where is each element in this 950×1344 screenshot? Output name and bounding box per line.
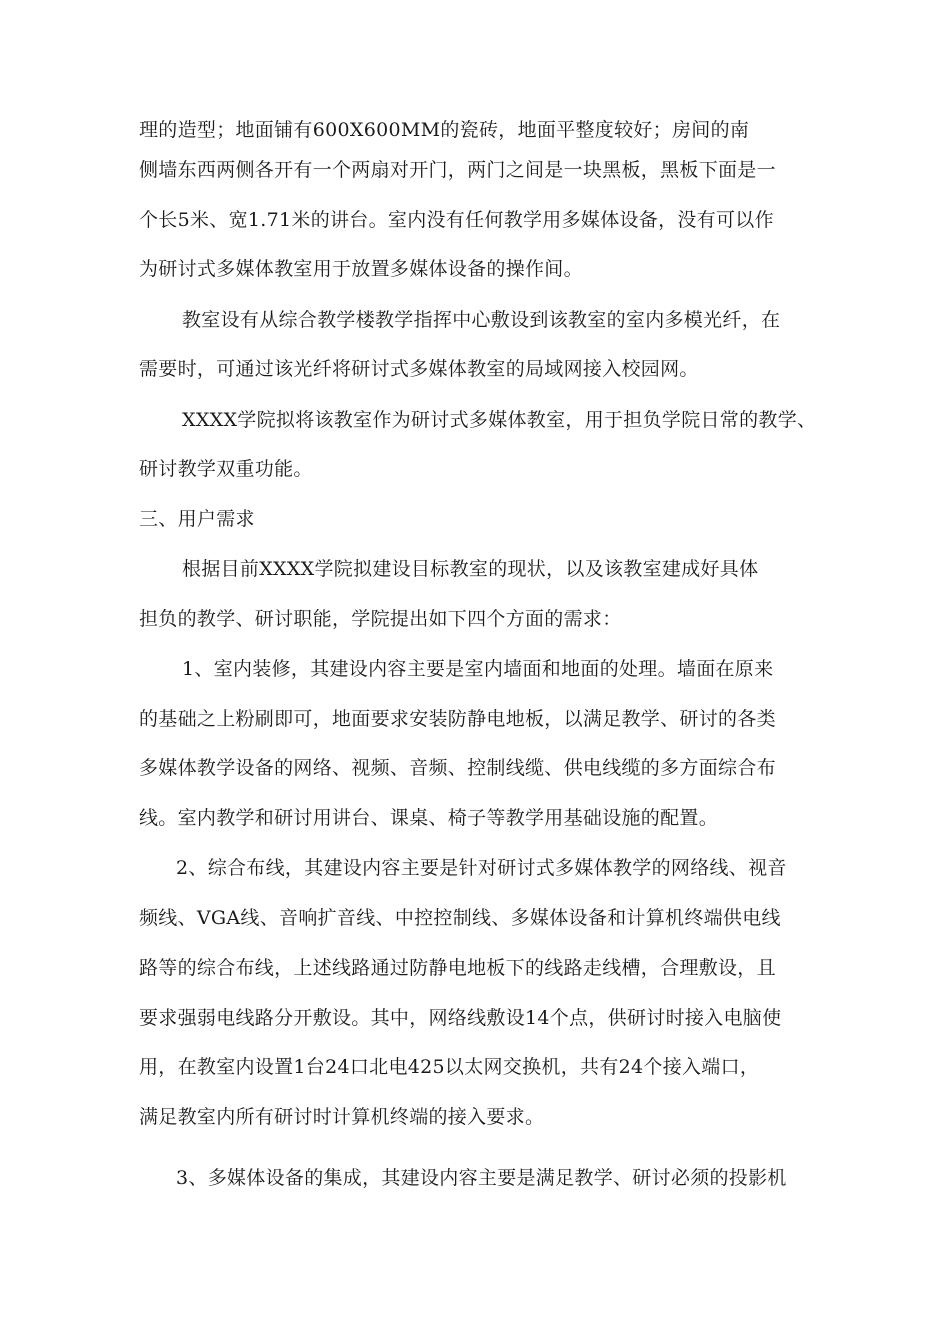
body-line-22: 3、多媒体设备的集成，其建设内容主要是满足教学、研讨必须的投影机 [176,1167,787,1189]
body-line-1: 理的造型；地面铺有600X600MM的瓷砖，地面平整度较好；房间的南 [139,119,750,141]
body-line-11: 担负的教学、研讨职能，学院提出如下四个方面的需求： [139,608,622,630]
section-heading: 三、用户需求 [139,508,255,530]
body-line-6: 需要时，可通过该光纤将研讨式多媒体教室的局域网接入校园网。 [139,358,699,380]
body-line-13: 的基础之上粉刷即可，地面要求安装防静电地板，以满足教学、研讨的各类 [139,708,776,730]
body-line-15: 线。室内教学和研讨用讲台、课桌、椅子等教学用基础设施的配置。 [139,807,719,829]
body-line-18: 路等的综合布线，上述线路通过防静电地板下的线路走线槽，合理敷设，且 [139,957,776,979]
body-line-17: 频线、VGA线、音响扩音线、中控控制线、多媒体设备和计算机终端供电线 [139,907,781,929]
body-line-2: 侧墙东西两侧各开有一个两扇对开门，两门之间是一块黑板，黑板下面是一 [139,159,776,181]
body-line-21: 满足教室内所有研讨时计算机终端的接入要求。 [139,1106,545,1128]
body-line-8: 研讨教学双重功能。 [139,458,313,480]
body-line-4: 为研讨式多媒体教室用于放置多媒体设备的操作间。 [139,258,583,280]
body-line-12: 1、室内装修，其建设内容主要是室内墙面和地面的处理。墙面在原来 [182,658,774,680]
body-line-5: 教室设有从综合教学楼教学指挥中心敷设到该教室的室内多模光纤，在 [182,309,781,331]
body-line-10: 根据目前XXXX学院拟建设目标教室的现状，以及该教室建成好具体 [182,558,759,580]
body-line-19: 要求强弱电线路分开敷设。其中，网络线敷设14个点，供研讨时接入电脑使 [139,1007,782,1029]
body-line-20: 用，在教室内设置1台24口北电425以太网交换机，共有24个接入端口， [139,1056,760,1078]
body-line-14: 多媒体教学设备的网络、视频、音频、控制线缆、供电线缆的多方面综合布 [139,757,776,779]
body-line-7: XXXX学院拟将该教室作为研讨式多媒体教室，用于担负学院日常的教学、 [182,409,817,431]
body-line-3: 个长5米、宽1.71米的讲台。室内没有任何教学用多媒体设备，没有可以作 [139,209,774,231]
body-line-16: 2、综合布线，其建设内容主要是针对研讨式多媒体教学的网络线、视音 [176,857,787,879]
